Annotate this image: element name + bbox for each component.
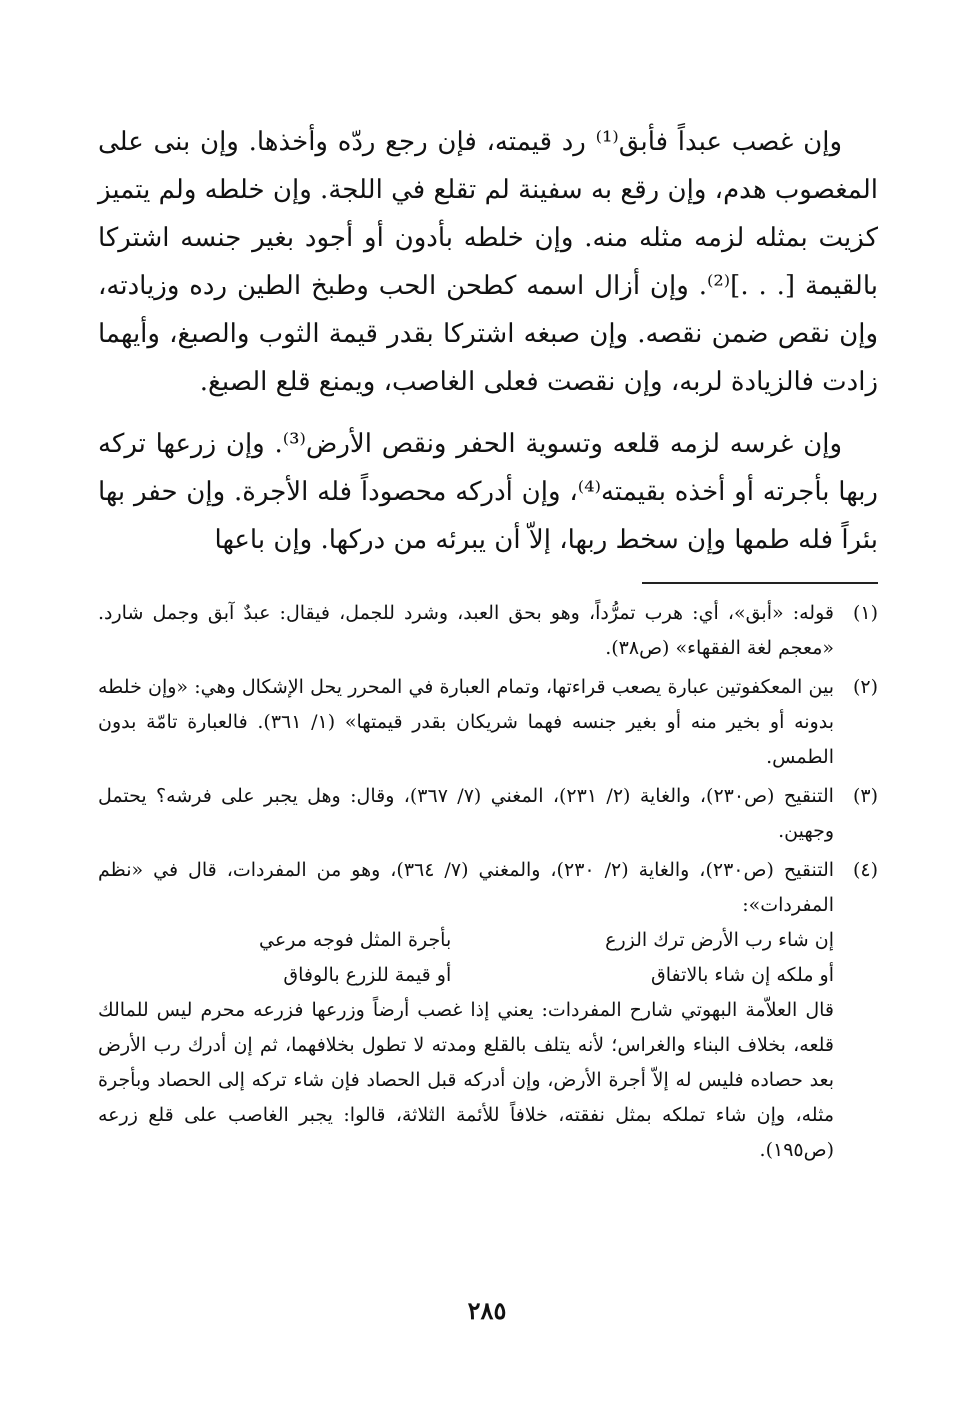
- footnote-outro: قال العلاّمة البهوتي شارح المفردات: يعني إذا غصب أرضاً وزرعها فزرعه محرم ليس للمالك قلعه، بخلاف البناء والغراس؛ لأنه يتلف بالقلع ومدته لا تطول بخلافهما، ثم إن أدرك رب الأرض بعد حصاده فليس له إلاّ أجرة الأرض، وإن أدركه قبل الحصاد فإن شاء تركه إلى الحصاد وبأجرة مثله، وإن شاء تملكه بمثل نفقته، خلافاً للأئمة الثلاثة، قالوا: يجبر الغاصب على قلع زرعه (ص١٩٥).: [98, 999, 834, 1161]
- footnote-number: (٣): [852, 785, 878, 807]
- paragraph-1: وإن غصب عبداً فأبق⁽¹⁾ رد قيمته، فإن رجع ردّه وأخذها. وإن بنى على المغصوب هدم، وإن رقع به سفينة لم تقلع في اللجة. وإن خلطه ولم يتميز كزيت بمثله لزمه مثله منه. وإن خلطه بأدون أو أجود بغير جنسه اشتركا بالقيمة [. . .]⁽²⁾. وإن أزال اسمه كطحن الحب وطبخ الطين رده وزيادته، وإن نقص ضمن نقصه. وإن صبغه اشتركا بقدر قيمة الثوب والصبغ، وأيهما زادت فالزيادة لربه، وإن نقصت فعلى الغاصب، ويمنع قلع الصبغ.: [98, 127, 878, 397]
- main-text: [98, 118, 878, 564]
- footnote-3: [98, 779, 878, 849]
- poem-verse-2: [98, 958, 834, 993]
- footnote-number: (٤): [852, 859, 878, 881]
- verse-second-hemistich: أو قيمة للزرع بالوفاق: [283, 964, 452, 986]
- footnote-text: بين المعكفوتين عبارة يصعب قراءتها، وتمام العبارة في المحرر يحل الإشكال وهي: «وإن خلطه بدونه أو بخير منه أو بغير جنسه فهما شريكان بقدر قيمتها» (١/ ٣٦١). فالعبارة تامّة بدون الطمس.: [98, 676, 834, 768]
- footnote-intro: التنقيح (ص٢٣٠)، والغاية (٢/ ٢٣٠)، والمغني (٧/ ٣٦٤)، وهو من المفردات، قال في «نظم المفردات»:: [98, 859, 835, 916]
- document-page: [98, 118, 878, 1172]
- page-number: ٢٨٥: [467, 1296, 507, 1325]
- verse-first-hemistich: أو ملكه إن شاء بالاتفاق: [651, 964, 834, 986]
- footnote-separator: [642, 582, 878, 584]
- footnotes: [98, 596, 878, 1168]
- footnote-2: [98, 670, 878, 775]
- footnote-number: (١): [852, 602, 878, 624]
- poem-verse-1: [98, 923, 834, 958]
- verse-second-hemistich: بأجرة المثل فوجه مرعي: [259, 929, 452, 951]
- footnote-4: [98, 853, 878, 1168]
- verse-first-hemistich: إن شاء رب الأرض ترك الزرع: [605, 929, 834, 951]
- footnote-text: [98, 853, 834, 1168]
- footnote-text: قوله: «أبق»، أي: هرب تمرُّداً، وهو بحق العبد، وشرد للجمل، فيقال: عبدٌ آبق وجمل شارد. «معجم لغة الفقهاء» (ص٣٨).: [98, 602, 834, 659]
- paragraph-2: وإن غرسه لزمه قلعه وتسوية الحفر ونقص الأرض⁽³⁾. وإن زرعها تركه ربها بأجرته أو أخذه بقيمته⁽⁴⁾، وإن أدركه محصوداً فله الأجرة. وإن حفر بها بئراً فله طمها وإن سخط ربها، إلاّ أن يبرئه من دركها. وإن باعها: [98, 429, 878, 555]
- footnote-1: [98, 596, 878, 666]
- footnote-number: (٢): [852, 676, 878, 698]
- footnote-text: التنقيح (ص٢٣٠)، والغاية (٢/ ٢٣١)، المغني (٧/ ٣٦٧)، وقال: وهل يجبر على فرشه؟ يحتمل وجهين.: [98, 785, 834, 842]
